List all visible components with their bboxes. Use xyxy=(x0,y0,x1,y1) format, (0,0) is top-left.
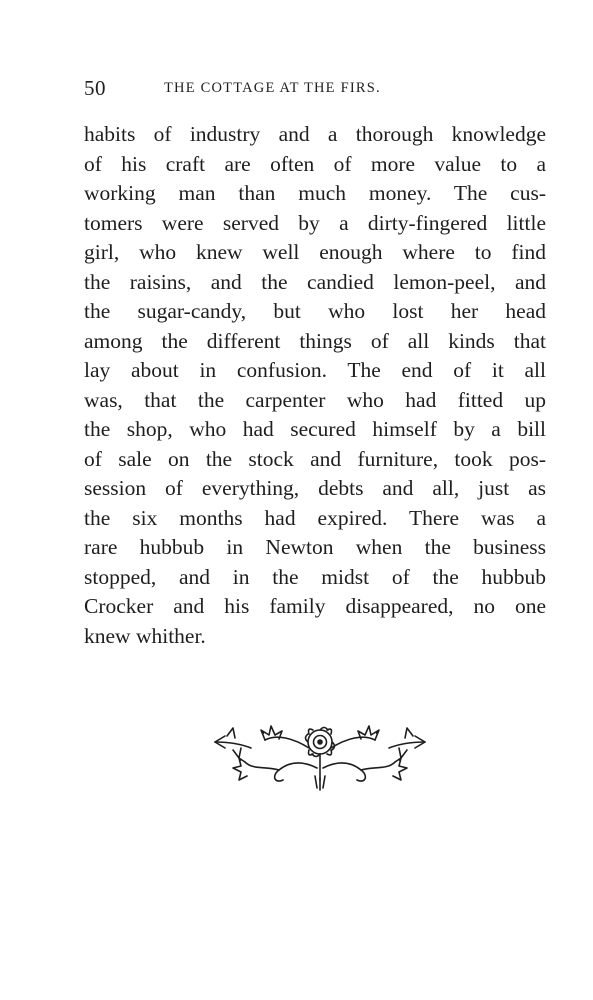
text-line: of his craft are often of more value to a xyxy=(84,151,546,176)
text-line: session of everything, debts and all, just as xyxy=(84,476,546,500)
text-line: lay about in confusion. The end of it all xyxy=(84,358,546,382)
text-line: was, that the carpenter who had fitted up xyxy=(84,387,546,412)
text-line: rare hubbub in Newton when the business xyxy=(84,535,546,559)
running-title: THE COTTAGE AT THE FIRS. xyxy=(164,80,381,96)
text-line: habits of industry and a thorough knowledge xyxy=(84,122,546,146)
text-line: working man than much money. The cus- xyxy=(84,181,546,205)
floral-tailpiece-icon xyxy=(205,718,435,796)
text-line: of sale on the stock and furniture, took pos- xyxy=(84,446,546,471)
text-line: girl, who knew well enough where to find xyxy=(84,240,546,264)
text-line: the shop, who had secured himself by a bill xyxy=(84,417,546,441)
text-line: knew whither. xyxy=(84,623,206,648)
text-line: the sugar-candy, but who lost her head xyxy=(84,299,546,323)
text-line: tomers were served by a dirty-fingered little xyxy=(84,210,546,235)
running-head xyxy=(84,76,546,102)
text-line: among the different things of all kinds that xyxy=(84,328,546,353)
page-number: 50 xyxy=(84,76,106,100)
body-paragraph xyxy=(84,120,546,651)
text-line: the raisins, and the candied lemon-peel, and xyxy=(84,269,546,294)
text-line: the six months had expired. There was a xyxy=(84,505,546,530)
text-line: Crocker and his family disappeared, no one xyxy=(84,594,546,618)
text-line: stopped, and in the midst of the hubbub xyxy=(84,564,546,589)
